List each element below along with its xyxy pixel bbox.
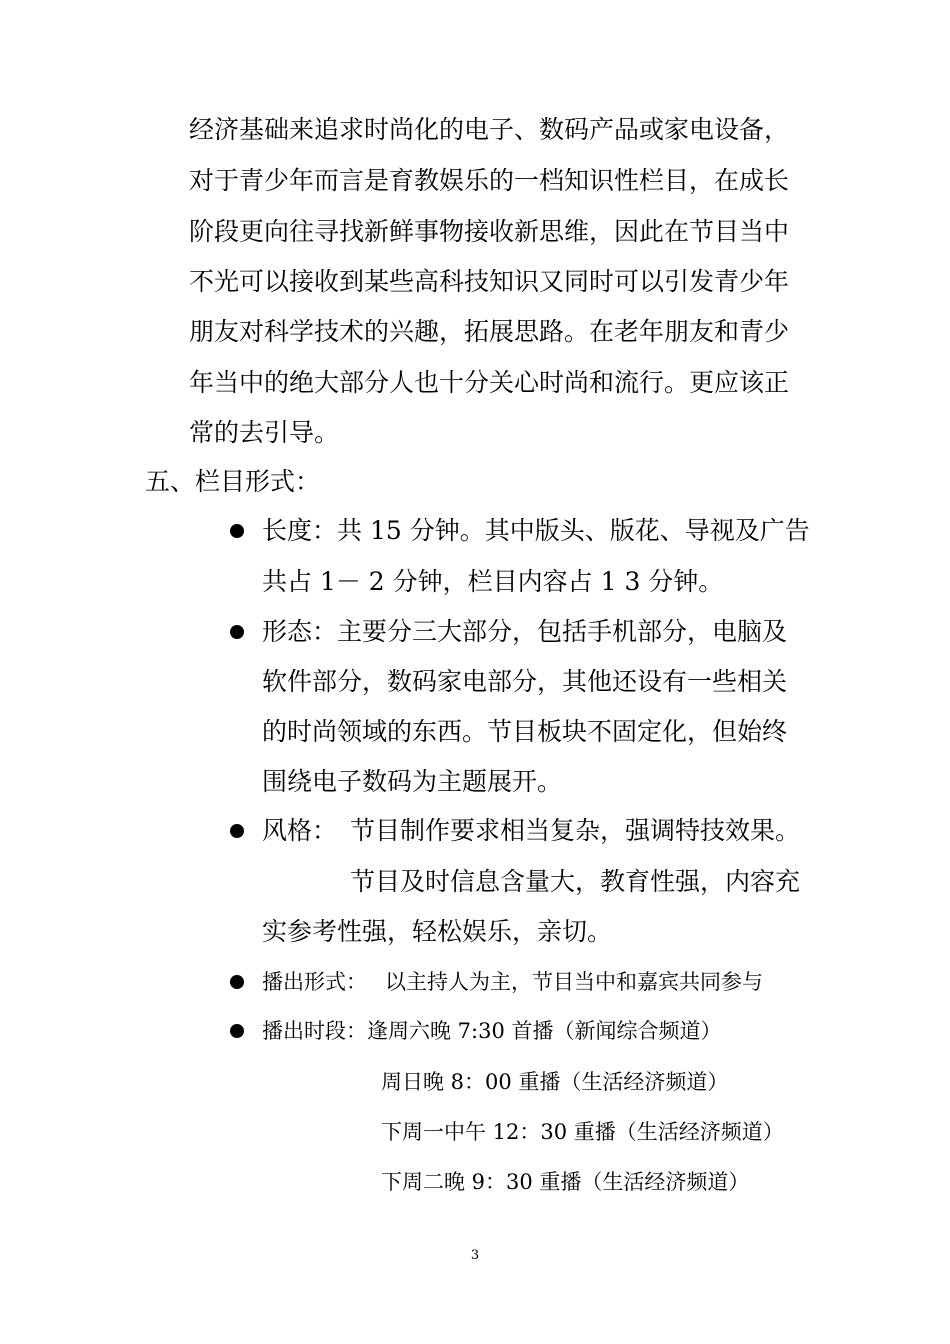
bullet-style-label: 风格： [262, 816, 338, 845]
bullet-form-line: 的时尚领域的东西。节目板块不固定化，但始终 [262, 717, 788, 746]
paragraph-line: 经济基础来追求时尚化的电子、数码产品或家电设备， [189, 115, 790, 144]
broadcast-form-text: 以主持人为主，节目当中和嘉宾共同参与 [385, 970, 763, 994]
broadcast-form-label: 播出形式： [262, 970, 367, 994]
bullet-icon [230, 625, 244, 639]
paragraph-line: 常的去引导。 [189, 418, 340, 447]
bullet-style-line: 实参考性强，轻松娱乐，亲切。 [262, 917, 613, 946]
bullet-icon [230, 975, 244, 989]
bullet-icon [230, 824, 244, 838]
schedule-line: 下周二晚 9：30 重播（生活经济频道） [381, 1170, 750, 1194]
page-number: 3 [470, 1248, 480, 1263]
schedule-line: 周日晚 8：00 重播（生活经济频道） [381, 1070, 729, 1094]
bullet-length-line: 长度：共 15 分钟。其中版头、版花、导视及广告 [262, 516, 810, 545]
schedule-line: 下周一中午 12：30 重播（生活经济频道） [381, 1120, 784, 1144]
paragraph-line: 年当中的绝大部分人也十分关心时尚和流行。更应该正 [189, 368, 790, 397]
bullet-icon [230, 524, 244, 538]
section-heading: 五、栏目形式： [145, 467, 321, 496]
paragraph-line: 不光可以接收到某些高科技知识又同时可以引发青少年 [189, 267, 790, 296]
schedule-line: 播出时段：逢周六晚 7:30 首播（新闻综合频道） [262, 1019, 722, 1043]
bullet-form-line: 软件部分，数码家电部分，其他还设有一些相关 [262, 667, 788, 696]
bullet-length-line: 共占 1－ 2 分钟，栏目内容占 1 3 分钟。 [262, 567, 724, 596]
bullet-form-line: 围绕电子数码为主题展开。 [262, 767, 563, 796]
bullet-style-line: 节目及时信息含量大，教育性强，内容充 [350, 867, 801, 896]
bullet-style-line: 节目制作要求相当复杂，强调特技效果。 [350, 816, 801, 845]
paragraph-line: 阶段更向往寻找新鲜事物接收新思维，因此在节目当中 [189, 217, 790, 246]
paragraph-line: 对于青少年而言是育教娱乐的一档知识性栏目，在成长 [189, 166, 790, 195]
paragraph-line: 朋友对科学技术的兴趣，拓展思路。在老年朋友和青少 [189, 317, 790, 346]
bullet-icon [230, 1024, 244, 1038]
bullet-form-line: 形态：主要分三大部分，包括手机部分，电脑及 [262, 617, 788, 646]
